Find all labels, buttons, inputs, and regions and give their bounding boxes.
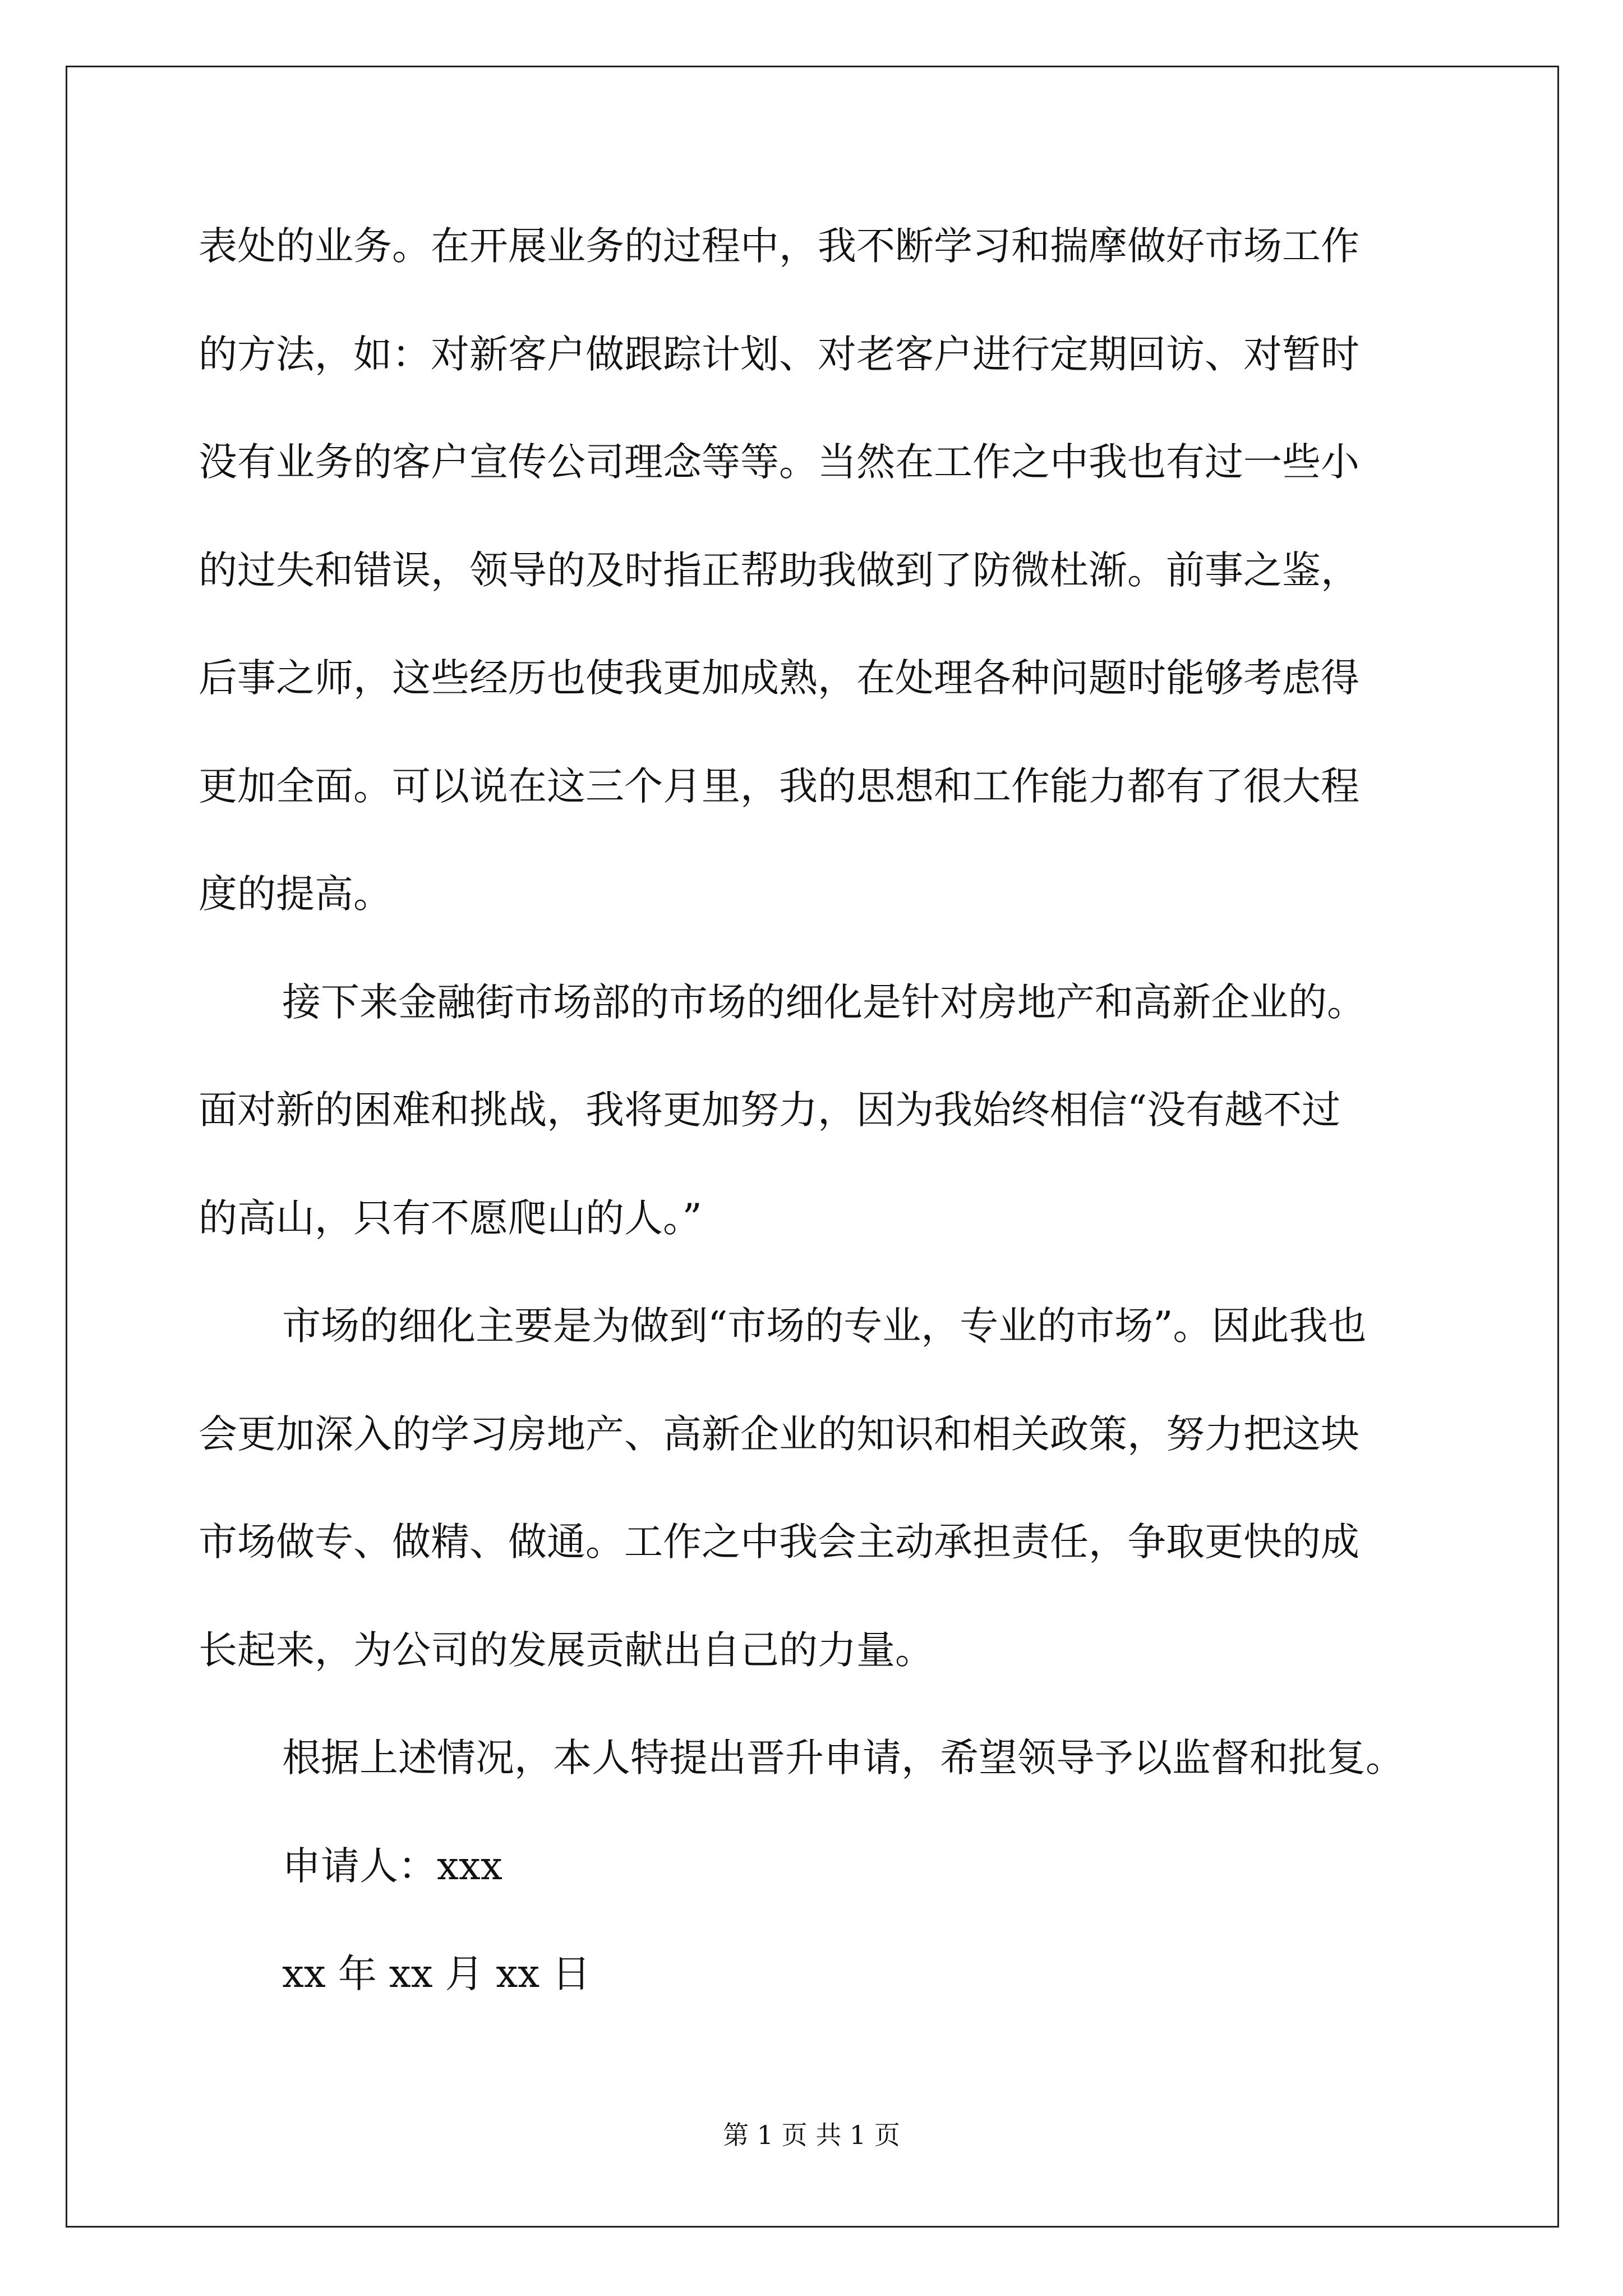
paragraph-first-line: 根据上述情况，本人特提出晋升申请，希望领导予以监督和批复。 [282, 1736, 1404, 1780]
body-text-line: 的方法，如：对新客户做跟踪计划、对老客户进行定期回访、对暂时 [199, 332, 1359, 377]
applicant-line: 申请人：xxx [282, 1844, 502, 1889]
body-text-line: 后事之师，这些经历也使我更加成熟，在处理各种问题时能够考虑得 [199, 656, 1359, 701]
body-text-line: 度的提高。 [199, 872, 392, 917]
body-text-line: 没有业务的客户宣传公司理念等等。当然在工作之中我也有过一些小 [199, 440, 1359, 485]
date-line: xx 年 xx 月 xx 日 [282, 1952, 591, 1996]
page-border [66, 66, 1559, 2228]
paragraph-first-line: 接下来金融街市场部的市场的细化是针对房地产和高新企业的。 [282, 980, 1366, 1025]
body-text-line: 表处的业务。在开展业务的过程中，我不断学习和揣摩做好市场工作 [199, 224, 1359, 269]
body-text-line: 市场做专、做精、做通。工作之中我会主动承担责任，争取更快的成 [199, 1520, 1359, 1565]
paragraph-first-line: 市场的细化主要是为做到“市场的专业，专业的市场”。因此我也 [282, 1304, 1367, 1349]
body-text-line: 会更加深入的学习房地产、高新企业的知识和相关政策，努力把这块 [199, 1412, 1359, 1457]
body-text-line: 的高山，只有不愿爬山的人。” [199, 1196, 702, 1241]
body-text-line: 更加全面。可以说在这三个月里，我的思想和工作能力都有了很大程 [199, 764, 1359, 809]
body-text-line: 面对新的困难和挑战，我将更加努力，因为我始终相信“没有越不过 [199, 1088, 1341, 1133]
body-text-line: 长起来，为公司的发展贡献出自己的力量。 [199, 1628, 934, 1673]
body-text-line: 的过失和错误，领导的及时指正帮助我做到了防微杜渐。前事之鉴， [199, 548, 1359, 593]
page-footer: 第 1 页 共 1 页 [723, 2120, 900, 2150]
